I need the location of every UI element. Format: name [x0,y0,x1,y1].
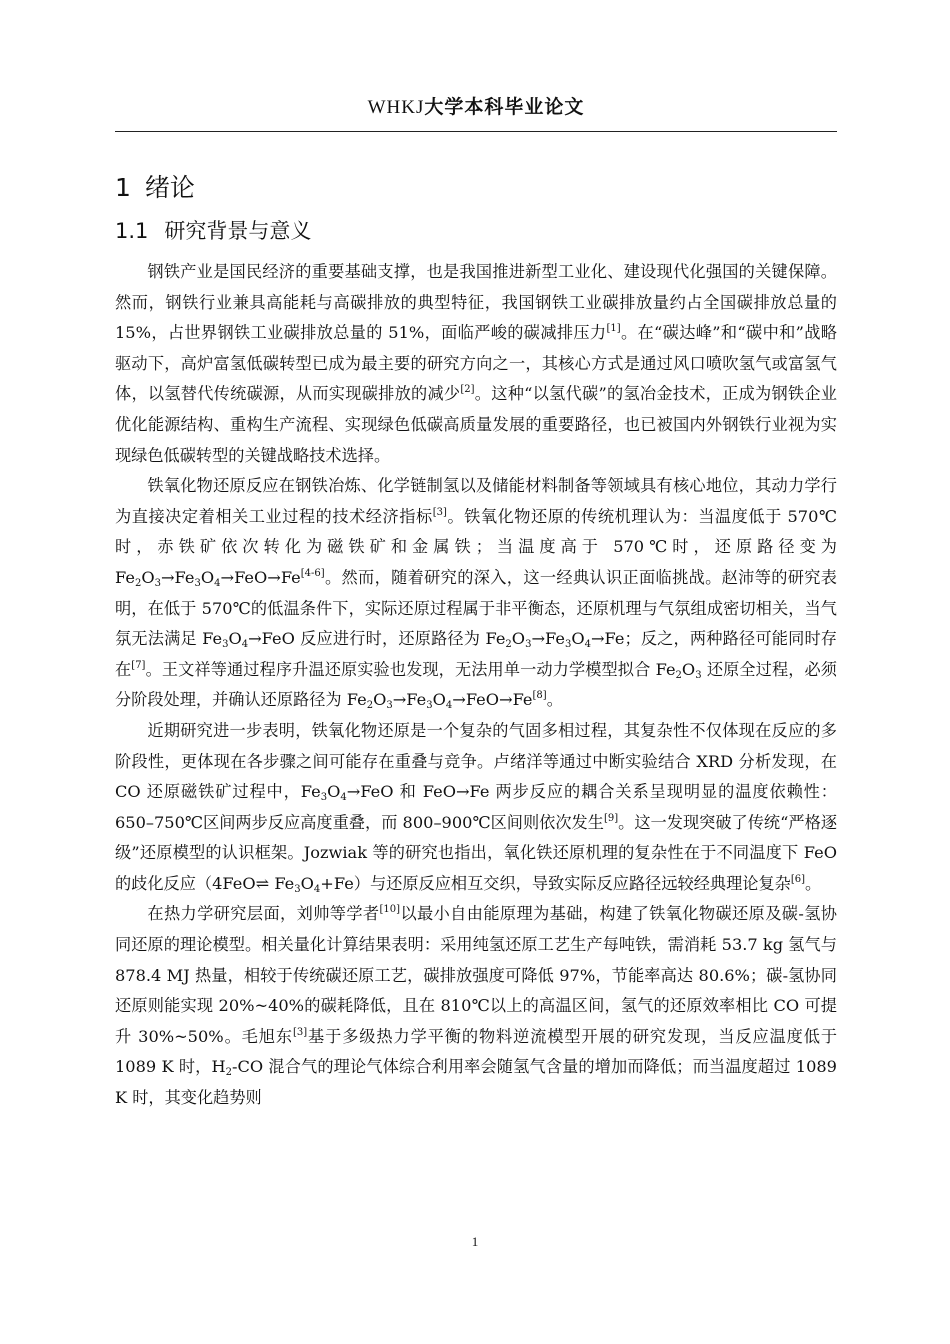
text-run: O [432,690,446,710]
formula-subscript: 4 [340,792,347,804]
citation-ref: [9] [603,812,619,824]
text-run: 。然而，随着研究的深入，这一经典认识正面临挑战。赵沛等的研究表明，在低于 570℃的低温条件下，实际还原过程属于非平衡态，还原机理与气氛组成密切相关，当气氛无法满足 Fe [115,567,837,649]
formula-subscript: 3 [294,883,301,895]
citation-ref: [4-6] [300,567,325,579]
text-run: 铁氧化物还原反应在钢铁冶炼、化学链制氢以及储能材料制备等领域具有核心地位，其动力学行为直接决定着相关工业过程的技术经济指标 [115,476,837,526]
text-run: 。 [805,873,822,893]
header-prefix: WHKJ [367,97,425,118]
text-run: 。这种“以氢代碳”的氢冶金技术，正成为钢铁企业优化能源结构、重构生产流程、实现绿色低碳高质量发展的重要路径，也已被国内外钢铁行业视为实现绿色低碳转型的关键战略技术选择。 [115,384,837,465]
text-run: →FeO 和 FeO→Fe 两步反应的耦合关系呈现明显的温度依赖性：650–750℃区间两步反应高度重叠，而 800–900℃区间则依次发生 [115,782,837,832]
paragraph [115,471,837,716]
text-run: →Fe；反之，两种路径可能同时存在 [115,629,837,679]
text-run: →Fe [160,567,195,587]
body-text [115,257,837,1114]
formula-subscript: 4 [214,577,221,589]
formula-subscript: 2 [675,669,682,681]
text-run: +Fe）与还原反应相互交织，导致实际反应路径远较经典理论复杂 [320,873,791,893]
text-run: →FeO→Fe [220,567,301,587]
text-run: 基于多级热力学平衡的物料逆流模型开展的研究发现，当反应温度低于 1089 K 时，H [115,1026,838,1077]
text-run: -CO 混合气的理论气体综合利用率会随氢气含量的增加而降低；而当温度超过 1089 K 时，其变化趋势则 [115,1057,837,1108]
citation-ref: [3] [292,1026,308,1038]
text-run: 近期研究进一步表明，铁氧化物还原是一个复杂的气固多相过程，其复杂性不仅体现在反应的多阶段性，更体现在各步骤之间可能存在重叠与竞争。卢绪洋等通过中断实验结合 XRD 分析发现，在 CO 还原磁铁矿过程中，Fe [115,720,837,802]
citation-ref: [6] [790,873,806,885]
formula-subscript: 4 [445,700,453,712]
formula-subscript: 3 [320,792,328,804]
formula-subscript: 3 [695,669,702,681]
text-run: 。这一发现突破了传统“严格逐级”还原模型的认识框架。Jozwiak 等的研究也指出，氧化铁还原机理的复杂性在于不同温度下 FeO 的歧化反应（4FeO⇌ Fe [115,812,838,893]
citation-ref: [2] [460,384,475,396]
text-run: 钢铁产业是国民经济的重要基础支撑，也是我国推进新型工业化、建设现代化强国的关键保障。然而，钢铁行业兼具高能耗与高碳排放的典型特征，我国钢铁工业碳排放量约占全国碳排放总量的 15%，占世界钢铁工业碳排放总量的 51%，面临严峻的碳减排压力 [115,262,837,343]
formula-subscript: 3 [154,577,161,589]
text-run: O [327,782,341,802]
citation-ref: [8] [532,690,547,702]
running-header [115,92,837,119]
text-run: 。铁氧化物还原的传统机理认为：当温度低于 570℃时，赤铁矿依次转化为磁铁矿和金属铁；当温度高于 570℃时，还原路径变为 Fe [115,506,838,587]
text-run: →Fe [531,629,565,649]
formula-subscript: 4 [313,883,321,895]
page-number: 1 [471,1234,479,1249]
citation-ref: [10] [379,904,401,916]
formula-subscript: 4 [584,639,591,651]
header-rule [115,131,837,132]
text-run: 。王文祥等通过程序升温还原实验也发现，无法用单一动力学模型拟合 Fe [145,659,676,679]
citation-ref: [3] [432,506,447,518]
paragraph [115,716,837,900]
text-run: O [511,629,526,649]
citation-ref: [7] [131,659,146,671]
formula-subscript: 2 [134,577,142,589]
section-number: 1.1 [115,219,149,243]
text-run: →FeO→Fe [452,690,533,710]
formula-subscript: 3 [222,639,229,651]
paragraph [115,899,837,1113]
chapter-title: 绪论 [144,173,195,202]
header-title: 大学本科毕业论文 [424,96,585,118]
text-run: 。 [546,690,563,710]
formula-subscript: 4 [241,639,249,651]
formula-subscript: 3 [426,700,433,712]
text-run: O [571,629,585,649]
text-run: 在热力学研究层面，刘帅等学者 [147,904,380,924]
text-run: 还原全过程，必须分阶段处理，并确认还原路径为 Fe [115,659,837,710]
section-heading [115,215,311,245]
text-run: 。在“碳达峰”和“碳中和”战略驱动下，高炉富氢低碳转型已成为最主要的研究方向之一，其核心方式是通过风口喷吹氢气或富氢气体，以氢替代传统碳源，从而实现碳排放的减少 [115,323,837,404]
formula-subscript: 2 [505,639,512,651]
formula-subscript: 3 [194,577,201,589]
formula-subscript: 2 [225,1067,232,1079]
text-run: O [200,567,215,587]
paragraph [115,257,837,471]
section-title: 研究背景与意义 [164,219,312,243]
citation-ref: [1] [606,323,621,335]
text-run: O [373,690,387,710]
text-run: 以最小自由能原理为基础，构建了铁氧化物碳还原及碳-氢协同还原的理论模型。相关量化计算结果表明：采用纯氢还原工艺生产每吨铁，需消耗 53.7 kg 氢气与 878.4 MJ 热量，相较于传统碳还原工艺，碳排放强度可降低 97%，节能率高达 80.6%；碳-氢协同还原则能实现 20%~40%的碳耗降低，且在 810℃以上的高温区间，氢气的还原效率相比 CO 可提升 30%~50%。毛旭东 [115,904,837,1046]
text-run: O [141,567,155,587]
text-run: O [681,659,696,679]
formula-subscript: 3 [525,639,532,651]
formula-subscript: 3 [564,639,572,651]
text-run: O [300,873,314,893]
text-run: →Fe [392,690,427,710]
chapter-heading [115,168,195,204]
chapter-number: 1 [115,173,131,202]
formula-subscript: 2 [366,700,374,712]
text-run: O [228,629,242,649]
formula-subscript: 3 [386,700,393,712]
text-run: →FeO 反应进行时，还原路径为 Fe [248,629,506,649]
